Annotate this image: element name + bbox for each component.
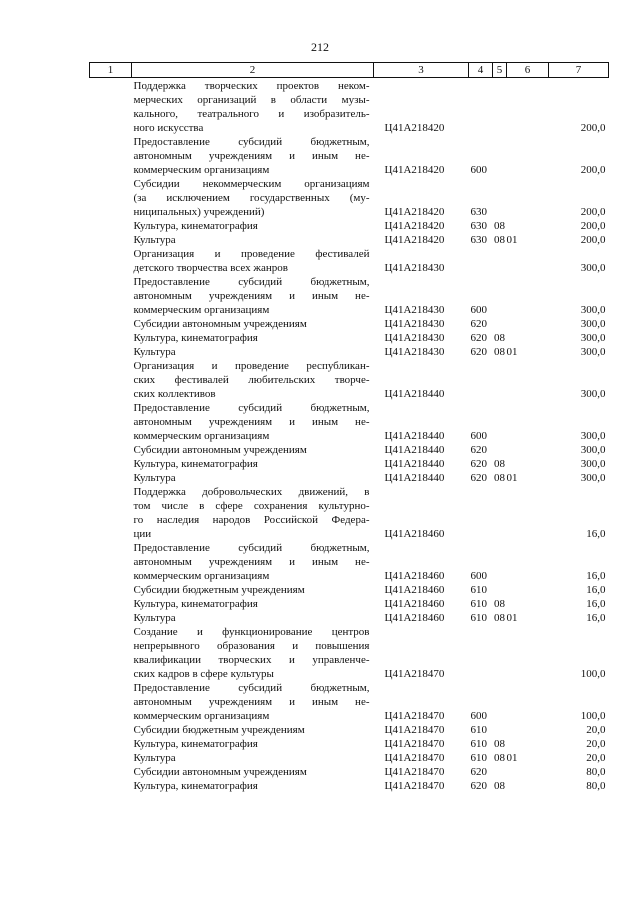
cell-pr (507, 723, 549, 737)
cell-rz (493, 443, 507, 457)
cell-rz: 08 (494, 738, 505, 750)
cell-name (132, 401, 374, 443)
cell-vr: 620 (470, 346, 487, 358)
cell-pr (507, 135, 549, 177)
header-row (90, 63, 609, 78)
cell-empty (90, 751, 132, 765)
table-row (90, 737, 609, 751)
cell-name (132, 765, 374, 779)
cell-vr: 610 (470, 584, 487, 596)
cell-empty (90, 681, 132, 723)
cell-empty (90, 485, 132, 541)
name-line: Культура, кинематография (133, 780, 258, 792)
cell-name (132, 751, 374, 765)
table-row (90, 611, 609, 625)
cell-sum: 300,0 (580, 346, 606, 358)
name-line: Культура (133, 752, 176, 764)
name-line: автономным учреждениям и иным не- (133, 556, 370, 568)
cell-vr: 630 (470, 220, 487, 232)
cell-code: Ц41А218420 (384, 234, 445, 246)
name-line: непрерывного образования и повышения (133, 640, 370, 652)
cell-name (132, 177, 374, 219)
cell-code: Ц41А218440 (384, 430, 445, 442)
name-line: Культура, кинематография (133, 220, 258, 232)
table-row (90, 317, 609, 331)
table-row (90, 681, 609, 723)
cell-sum: 300,0 (580, 304, 606, 316)
cell-rz (493, 401, 507, 443)
table-row (90, 401, 609, 443)
cell-name (132, 359, 374, 401)
cell-name (132, 779, 374, 793)
cell-code: Ц41А218430 (384, 346, 445, 358)
cell-code: Ц41А218460 (384, 612, 445, 624)
name-line: Субсидии некоммерческим организациям (133, 178, 370, 190)
cell-rz (493, 135, 507, 177)
table-row (90, 177, 609, 219)
name-line: Культура (133, 612, 176, 624)
cell-code: Ц41А218470 (384, 738, 445, 750)
cell-rz (493, 723, 507, 737)
header-col-1: 1 (90, 63, 132, 78)
name-line: Культура, кинематография (133, 738, 258, 750)
table-row (90, 541, 609, 583)
cell-vr (469, 485, 493, 541)
cell-empty (90, 275, 132, 317)
name-line: Культура (133, 346, 176, 358)
cell-empty (90, 135, 132, 177)
cell-rz (493, 78, 507, 136)
cell-empty (90, 737, 132, 751)
cell-empty (90, 597, 132, 611)
cell-vr: 610 (470, 724, 487, 736)
cell-pr (507, 765, 549, 779)
cell-code: Ц41А218430 (384, 262, 445, 274)
cell-vr (469, 78, 493, 136)
name-line: Организация и проведение фестивалей (133, 248, 370, 260)
cell-sum: 80,0 (586, 766, 606, 778)
cell-pr (507, 457, 549, 471)
name-line: (за исключением государственных (му- (133, 192, 370, 204)
cell-sum: 300,0 (580, 332, 606, 344)
cell-empty (90, 541, 132, 583)
cell-name (132, 443, 374, 457)
cell-name (132, 345, 374, 359)
table-row (90, 443, 609, 457)
cell-name (132, 331, 374, 345)
cell-empty (90, 583, 132, 597)
name-line: Культура (133, 234, 176, 246)
cell-vr: 600 (470, 710, 487, 722)
name-line: Предоставление субсидий бюджетным, (133, 136, 370, 148)
header-col-7: 7 (549, 63, 609, 78)
cell-vr: 610 (470, 612, 487, 624)
cell-vr (469, 247, 493, 275)
cell-vr: 620 (470, 444, 487, 456)
cell-empty (90, 359, 132, 401)
cell-sum: 300,0 (580, 388, 606, 400)
cell-sum: 200,0 (580, 122, 606, 134)
cell-rz (493, 359, 507, 401)
cell-rz: 08 (494, 234, 505, 246)
cell-vr: 600 (470, 430, 487, 442)
cell-rz: 08 (494, 220, 505, 232)
cell-sum: 16,0 (586, 528, 606, 540)
table-header (90, 63, 609, 78)
cell-name (132, 219, 374, 233)
table-row (90, 247, 609, 275)
cell-pr: 01 (506, 234, 518, 246)
cell-empty (90, 471, 132, 485)
cell-sum: 300,0 (580, 262, 606, 274)
name-line: го наследия народов Российской Федера- (133, 514, 370, 526)
cell-empty (90, 625, 132, 681)
cell-rz (493, 275, 507, 317)
table-row (90, 723, 609, 737)
cell-sum: 300,0 (580, 430, 606, 442)
name-line: автономным учреждениям и иным не- (133, 416, 370, 428)
cell-name (132, 247, 374, 275)
cell-code: Ц41А218440 (384, 458, 445, 470)
cell-rz: 08 (494, 752, 505, 764)
name-line: ских кадров в сфере культуры (133, 668, 274, 680)
cell-name (132, 457, 374, 471)
cell-vr: 630 (470, 234, 487, 246)
cell-code: Ц41А218470 (384, 724, 445, 736)
cell-rz: 08 (494, 598, 505, 610)
cell-sum: 200,0 (580, 220, 606, 232)
name-line: Культура, кинематография (133, 332, 258, 344)
cell-rz: 08 (494, 332, 505, 344)
cell-code: Ц41А218460 (384, 570, 445, 582)
cell-sum: 16,0 (586, 612, 606, 624)
header-col-5: 5 (493, 63, 507, 78)
cell-rz (493, 583, 507, 597)
table-row (90, 765, 609, 779)
table-row (90, 583, 609, 597)
name-line: Субсидии автономным учреждениям (133, 318, 307, 330)
cell-rz: 08 (494, 472, 505, 484)
cell-sum: 16,0 (586, 570, 606, 582)
cell-vr: 620 (470, 766, 487, 778)
cell-sum: 20,0 (586, 724, 606, 736)
table-row (90, 751, 609, 765)
name-line: ских коллективов (133, 388, 216, 400)
cell-vr: 600 (470, 570, 487, 582)
cell-empty (90, 317, 132, 331)
cell-rz (493, 541, 507, 583)
name-line: том числе в сфере сохранения культурно- (133, 500, 370, 512)
cell-rz (493, 177, 507, 219)
cell-name (132, 583, 374, 597)
header-col-3: 3 (374, 63, 469, 78)
cell-pr (507, 485, 549, 541)
cell-sum: 20,0 (586, 752, 606, 764)
header-col-4: 4 (469, 63, 493, 78)
header-col-6: 6 (507, 63, 549, 78)
name-line: ниципальных) учреждений) (133, 206, 265, 218)
cell-sum: 200,0 (580, 206, 606, 218)
cell-rz: 08 (494, 458, 505, 470)
table-row (90, 345, 609, 359)
table-row (90, 78, 609, 136)
table-row (90, 359, 609, 401)
cell-empty (90, 177, 132, 219)
cell-rz (493, 625, 507, 681)
table-row (90, 331, 609, 345)
cell-pr (507, 779, 549, 793)
cell-empty (90, 723, 132, 737)
cell-vr: 610 (470, 598, 487, 610)
cell-pr: 01 (506, 346, 518, 358)
cell-vr: 610 (470, 752, 487, 764)
cell-empty (90, 247, 132, 275)
name-line: ного искусства (133, 122, 204, 134)
cell-pr: 01 (506, 612, 518, 624)
cell-empty (90, 219, 132, 233)
table-row (90, 275, 609, 317)
name-line: квалификации творческих и управленче- (133, 654, 370, 666)
cell-pr: 01 (506, 472, 518, 484)
header-col-2: 2 (132, 63, 374, 78)
cell-vr: 610 (470, 738, 487, 750)
cell-empty (90, 78, 132, 136)
cell-pr (507, 331, 549, 345)
cell-code: Ц41А218430 (384, 332, 445, 344)
cell-empty (90, 233, 132, 247)
cell-sum: 80,0 (586, 780, 606, 792)
cell-code: Ц41А218420 (384, 164, 445, 176)
name-line: Предоставление субсидий бюджетным, (133, 542, 370, 554)
cell-rz (493, 765, 507, 779)
name-line: автономным учреждениям и иным не- (133, 696, 370, 708)
cell-sum: 200,0 (580, 164, 606, 176)
cell-sum: 16,0 (586, 598, 606, 610)
cell-name (132, 485, 374, 541)
cell-pr (507, 737, 549, 751)
name-line: Предоставление субсидий бюджетным, (133, 402, 370, 414)
cell-empty (90, 401, 132, 443)
cell-vr: 620 (470, 472, 487, 484)
cell-vr: 620 (470, 332, 487, 344)
name-line: Субсидии бюджетным учреждениям (133, 724, 305, 736)
cell-empty (90, 779, 132, 793)
cell-rz: 08 (494, 780, 505, 792)
cell-pr (507, 443, 549, 457)
table-row (90, 233, 609, 247)
cell-vr: 620 (470, 458, 487, 470)
cell-code: Ц41А218470 (384, 752, 445, 764)
name-line: коммерческим организациям (133, 430, 270, 442)
name-line: коммерческим организациям (133, 710, 270, 722)
cell-empty (90, 457, 132, 471)
cell-pr (507, 681, 549, 723)
cell-pr (507, 247, 549, 275)
cell-vr (469, 359, 493, 401)
table-row (90, 135, 609, 177)
name-line: автономным учреждениям и иным не- (133, 150, 370, 162)
cell-vr: 600 (470, 164, 487, 176)
cell-pr (507, 359, 549, 401)
name-line: кального, театрального и изобразитель- (133, 108, 370, 120)
name-line: коммерческим организациям (133, 304, 270, 316)
table-row (90, 597, 609, 611)
name-line: Предоставление субсидий бюджетным, (133, 276, 370, 288)
name-line: ции (133, 528, 152, 540)
cell-code: Ц41А218440 (384, 388, 445, 400)
table-row (90, 485, 609, 541)
name-line: ских фестивалей любительских творче- (133, 374, 370, 386)
cell-code: Ц41А218440 (384, 444, 445, 456)
cell-code: Ц41А218430 (384, 318, 445, 330)
name-line: Субсидии бюджетным учреждениям (133, 584, 305, 596)
cell-rz: 08 (494, 612, 505, 624)
cell-name (132, 611, 374, 625)
cell-pr (507, 177, 549, 219)
cell-sum: 300,0 (580, 472, 606, 484)
cell-name (132, 681, 374, 723)
cell-pr (507, 583, 549, 597)
cell-pr (507, 78, 549, 136)
page-number: 212 (311, 40, 329, 54)
cell-empty (90, 443, 132, 457)
cell-pr (507, 625, 549, 681)
cell-empty (90, 345, 132, 359)
cell-code: Ц41А218420 (384, 206, 445, 218)
cell-code: Ц41А218470 (384, 668, 445, 680)
name-line: Культура (133, 472, 176, 484)
cell-sum: 16,0 (586, 584, 606, 596)
cell-pr (507, 597, 549, 611)
name-line: автономным учреждениям и иным не- (133, 290, 370, 302)
name-line: Субсидии автономным учреждениям (133, 766, 307, 778)
cell-rz (493, 681, 507, 723)
cell-pr (507, 275, 549, 317)
cell-vr: 600 (470, 304, 487, 316)
name-line: мерческих организаций в области музы- (133, 94, 370, 106)
cell-code: Ц41А218420 (384, 122, 445, 134)
cell-code: Ц41А218430 (384, 304, 445, 316)
name-line: Создание и функционирование центров (133, 626, 370, 638)
cell-vr: 630 (470, 206, 487, 218)
cell-pr (507, 401, 549, 443)
cell-code: Ц41А218440 (384, 472, 445, 484)
cell-sum: 300,0 (580, 318, 606, 330)
table-body (90, 78, 609, 794)
cell-name (132, 737, 374, 751)
table-row (90, 219, 609, 233)
cell-sum: 200,0 (580, 234, 606, 246)
cell-name (132, 597, 374, 611)
cell-sum: 20,0 (586, 738, 606, 750)
cell-rz (493, 317, 507, 331)
cell-empty (90, 611, 132, 625)
cell-rz: 08 (494, 346, 505, 358)
name-line: Поддержка добровольческих движений, в (133, 486, 370, 498)
cell-name (132, 317, 374, 331)
cell-vr: 620 (470, 318, 487, 330)
table-row (90, 471, 609, 485)
cell-empty (90, 331, 132, 345)
name-line: коммерческим организациям (133, 570, 270, 582)
cell-sum: 300,0 (580, 444, 606, 456)
cell-name (132, 233, 374, 247)
name-line: Субсидии автономным учреждениям (133, 444, 307, 456)
name-line: детского творчества всех жанров (133, 262, 288, 274)
cell-name (132, 471, 374, 485)
cell-code: Ц41А218460 (384, 598, 445, 610)
cell-pr: 01 (506, 752, 518, 764)
cell-code: Ц41А218460 (384, 528, 445, 540)
cell-sum: 100,0 (580, 668, 606, 680)
cell-vr: 620 (470, 780, 487, 792)
cell-vr (469, 625, 493, 681)
cell-name (132, 723, 374, 737)
cell-name (132, 541, 374, 583)
cell-code: Ц41А218470 (384, 780, 445, 792)
name-line: Культура, кинематография (133, 458, 258, 470)
budget-table (89, 62, 609, 793)
name-line: Предоставление субсидий бюджетным, (133, 682, 370, 694)
table-row (90, 779, 609, 793)
name-line: коммерческим организациям (133, 164, 270, 176)
cell-code: Ц41А218470 (384, 710, 445, 722)
cell-rz (493, 485, 507, 541)
cell-code: Ц41А218420 (384, 220, 445, 232)
name-line: Культура, кинематография (133, 598, 258, 610)
cell-empty (90, 765, 132, 779)
cell-pr (507, 317, 549, 331)
cell-name (132, 625, 374, 681)
cell-pr (507, 541, 549, 583)
table-row (90, 625, 609, 681)
cell-sum: 100,0 (580, 710, 606, 722)
cell-name (132, 135, 374, 177)
cell-code: Ц41А218470 (384, 766, 445, 778)
cell-pr (507, 219, 549, 233)
cell-name (132, 275, 374, 317)
cell-code: Ц41А218460 (384, 584, 445, 596)
name-line: Поддержка творческих проектов неком- (133, 80, 370, 92)
table-row (90, 457, 609, 471)
cell-rz (493, 247, 507, 275)
cell-sum: 300,0 (580, 458, 606, 470)
name-line: Организация и проведение республикан- (133, 360, 370, 372)
cell-name (132, 78, 374, 136)
